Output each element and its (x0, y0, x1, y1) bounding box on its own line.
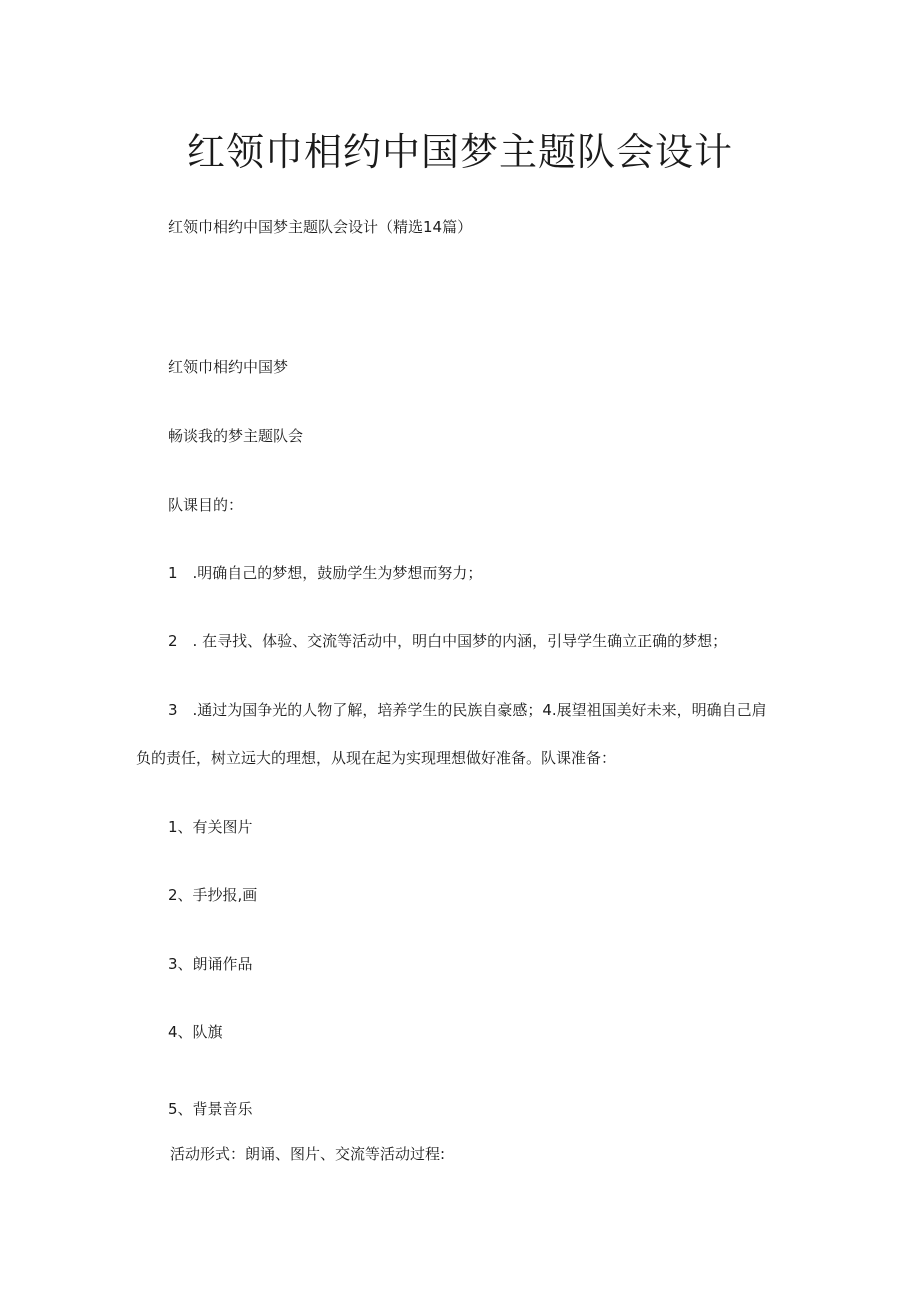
goal-item-3-line-2: 负的责任，树立远大的理想，从现在起为实现理想做好准备。队课准备： (136, 749, 617, 767)
heading-red-scarf-dream: 红领巾相约中国梦 (168, 358, 289, 376)
document-subtitle: 红领巾相约中国梦主题队会设计（精选14篇） (168, 218, 473, 236)
activity-form-line: 活动形式：朗诵、图片、交流等活动过程: (170, 1145, 446, 1163)
goal-item-2: 2 . 在寻找、体验、交流等活动中，明白中国梦的内涵，引导学生确立正确的梦想； (168, 632, 728, 650)
goal-item-3-line-1: 3 .通过为国争光的人物了解，培养学生的民族自豪感；4.展望祖国美好未来，明确自己肩 (168, 701, 767, 719)
purpose-label: 队课目的： (168, 496, 244, 514)
goal-item-3-paragraph (136, 699, 786, 769)
prep-item-4: 4、队旗 (168, 1023, 223, 1041)
heading-my-dream-meeting: 畅谈我的梦主题队会 (168, 427, 304, 445)
prep-item-1: 1、有关图片 (168, 818, 253, 836)
goal-item-1: 1 .明确自己的梦想，鼓励学生为梦想而努力； (168, 564, 483, 582)
document-title: 红领巾相约中国梦主题队会设计 (186, 130, 733, 174)
prep-item-5: 5、背景音乐 (168, 1100, 253, 1118)
prep-item-2: 2、手抄报,画 (168, 886, 258, 904)
prep-item-3: 3、朗诵作品 (168, 955, 253, 973)
